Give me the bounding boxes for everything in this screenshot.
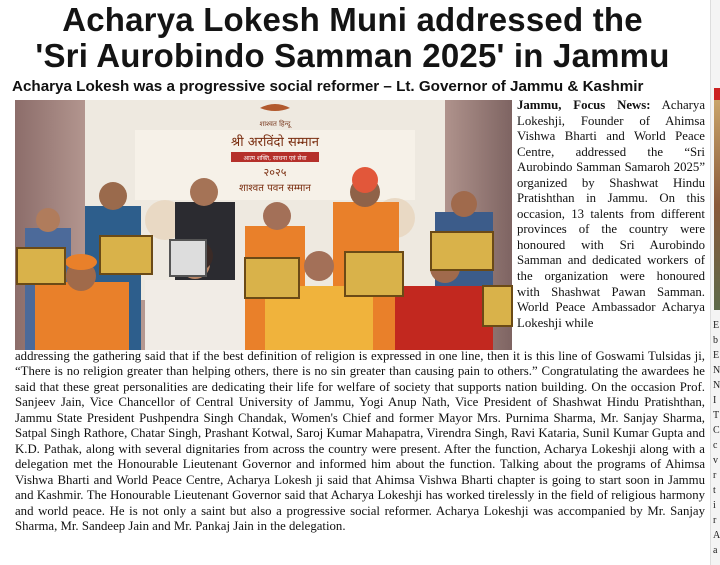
adjacent-letter: i	[713, 500, 716, 511]
dateline: Jammu, Focus News:	[517, 98, 651, 112]
adjacent-letter: I	[713, 395, 717, 406]
article-body: addressing the gathering said that if the best definition of religion is expressed in one line, then it is this line of Goswami Tulsidas ji, “There is no religion greater than helping others, there is no sin greater than causing pain to others.” Congratulating the awardees he said that these great personalities are dedicating their life for welfare of society that supports nation building. On the occasion Prof. Sanjeev Jain, Vice Chancellor of Central University of Jammu, Yogi Anup Nath, Vice President of Shashwat Hindu Pratishthan, Jammu State President Pushpendra Singh Chandak, Women's Chief and former Mayor Mrs. Purnima Sharma, Mr. Sanjay Sharma, Satpal Singh Rathore, Chatar Singh, Prashant Kotwal, Saroj Kumar Mahapatra, Virendra Singh, Ravi Kataria, Sunil Kumar Gupta and K.D. Pathak, along with several dignitaries from across the country were present. After the function, Acharya Lokeshji along with a delegation met the Honourable Lieutenant Governor and informed him about the function. Talking about the programs of Ahimsa Vishwa Bharti and World Peace Centre, Acharya Lokesh ji said that Ahimsa Vishwa Bharti chapter is going to start soon in Jammu and Kashmir. The Honourable Lieutenant Governor said that Acharya Lokeshji has worked tirelessly in the field of religious harmony and world peace. He is not only a saint but also a progressive social reformer. Acharya Lokeshji was accompanied by Mr. Sanjay Sharma, Mr. Sandeep Jain and Mr. Pankaj Jain in the delegation.	[15, 349, 705, 533]
adjacent-letter: v	[713, 455, 718, 466]
adjacent-letter: C	[713, 425, 720, 436]
adjacent-letter: r	[713, 470, 717, 481]
banner-tagline: आत्म शक्ति, साधना एवं सेवा	[243, 155, 307, 162]
adjacent-letter: a	[713, 545, 718, 556]
adjacent-letter: T	[713, 410, 720, 421]
adjacent-letter: A	[713, 530, 720, 541]
adjacent-letter: E	[713, 350, 720, 361]
event-photo-illustration	[15, 100, 512, 350]
headline-line-2: 'Sri Aurobindo Samman 2025' in Jammu	[35, 37, 670, 74]
banner-title: श्री अरविंदो सम्मान	[231, 135, 319, 150]
adjacent-letter: E	[713, 320, 720, 331]
adjacent-letter: c	[713, 440, 718, 451]
adjacent-letter: N	[713, 365, 720, 376]
side-column	[517, 98, 705, 331]
subheadline: Acharya Lokesh was a progressive social reformer – Lt. Governor of Jammu & Kashmir	[12, 78, 644, 95]
adjacent-photo-edge	[714, 100, 720, 310]
adjacent-letter: t	[713, 485, 716, 496]
adjacent-letter: N	[713, 380, 720, 391]
adjacent-letter: b	[713, 335, 718, 346]
banner-org: शाश्वत हिन्दू	[259, 120, 291, 128]
headline	[0, 2, 705, 74]
side-column-text: Acharya Lokeshji, Founder of Ahimsa Vishwa Bharti and World Peace Centre, addressed the “Sri Aurobindo Samman Samaroh 2025” organized by Shashwat Hindu Pratishthan in Jammu. On this occasion, 13 talents from different provinces of the country were honoured with Sri Aurobindo Samman and dedicated workers of the organization were honoured with Shashwat Pawan Samman. World Peace Ambassador Acharya Lokeshji while	[517, 98, 705, 330]
adjacent-article-edge	[710, 0, 720, 565]
headline-line-1: Acharya Lokesh Muni addressed the	[62, 1, 643, 38]
event-photo	[15, 100, 512, 350]
adjacent-red-bar	[714, 88, 720, 100]
banner-sub: शाश्वत पवन सम्मान	[239, 183, 311, 194]
adjacent-letter: r	[713, 515, 717, 526]
banner-year: २०२५	[263, 166, 287, 179]
